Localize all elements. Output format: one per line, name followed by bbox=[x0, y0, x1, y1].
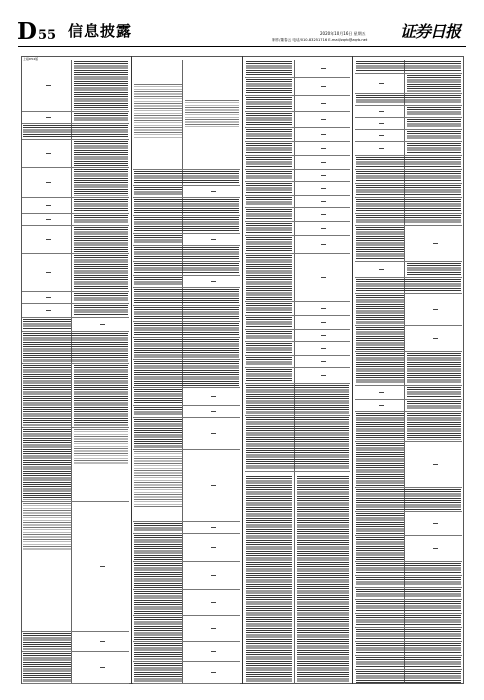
cell-text bbox=[407, 119, 461, 128]
table-row bbox=[245, 356, 350, 368]
cell-value bbox=[211, 575, 216, 577]
cell-text bbox=[134, 323, 239, 336]
cell-text bbox=[134, 289, 239, 304]
page-letter: D bbox=[17, 18, 37, 45]
cell-text bbox=[23, 633, 71, 650]
table-row bbox=[245, 472, 350, 684]
cell-text bbox=[134, 187, 182, 196]
table-row bbox=[355, 352, 462, 386]
table-row bbox=[133, 406, 240, 418]
column-2 bbox=[133, 56, 240, 684]
table-row bbox=[355, 386, 462, 400]
cell-text bbox=[185, 100, 239, 129]
cell-text bbox=[356, 295, 404, 324]
table-row bbox=[22, 140, 129, 168]
cell-value bbox=[379, 269, 384, 271]
cell-text bbox=[356, 95, 461, 104]
table-row bbox=[133, 360, 240, 388]
cell-text bbox=[407, 131, 461, 140]
cell-value bbox=[433, 523, 438, 525]
cell-text bbox=[134, 523, 182, 532]
page-header bbox=[0, 0, 484, 48]
table-row bbox=[133, 522, 240, 534]
table-row bbox=[133, 338, 240, 360]
cell-text bbox=[134, 307, 239, 320]
table-row bbox=[133, 590, 240, 616]
cell-text bbox=[134, 407, 182, 416]
cell-value bbox=[211, 602, 216, 604]
column-separator bbox=[242, 56, 243, 684]
cell-text bbox=[23, 125, 128, 138]
table-row bbox=[245, 96, 350, 112]
cell-value bbox=[211, 527, 216, 529]
table-row bbox=[22, 124, 129, 140]
cell-text bbox=[74, 169, 128, 196]
editor-line: 制作/董春云 电话/010-83251716 E-mail/zqrb@zqrb.net bbox=[272, 38, 368, 42]
cell-value bbox=[211, 651, 216, 653]
cell-text bbox=[74, 255, 128, 290]
cell-value bbox=[46, 182, 51, 184]
cell-text bbox=[246, 255, 292, 300]
table-row bbox=[355, 488, 462, 512]
cell-value bbox=[46, 219, 51, 221]
cell-value bbox=[321, 148, 326, 150]
cell-text bbox=[246, 303, 292, 314]
cell-value bbox=[321, 103, 326, 105]
header-rule bbox=[18, 46, 466, 47]
cell-text bbox=[356, 413, 404, 440]
table-row bbox=[245, 156, 350, 170]
cell-value bbox=[321, 228, 326, 230]
cell-text bbox=[356, 171, 461, 182]
cell-text bbox=[23, 333, 128, 362]
table-row bbox=[22, 502, 129, 632]
table-row bbox=[133, 276, 240, 288]
cell-text bbox=[407, 387, 461, 398]
table-row bbox=[22, 652, 129, 684]
table-row bbox=[355, 198, 462, 214]
cell-value bbox=[211, 547, 216, 549]
table-row bbox=[133, 170, 240, 186]
table-row bbox=[355, 536, 462, 562]
table-row bbox=[355, 118, 462, 130]
table-row bbox=[22, 364, 129, 428]
cell-text bbox=[356, 589, 461, 598]
cell-text bbox=[246, 385, 349, 414]
table-row bbox=[355, 94, 462, 106]
cell-value bbox=[211, 396, 216, 398]
cell-value bbox=[379, 123, 384, 125]
column-1 bbox=[22, 56, 129, 684]
cell-value bbox=[321, 86, 326, 88]
cell-text bbox=[246, 97, 292, 110]
table-row bbox=[355, 278, 462, 294]
cell-value bbox=[211, 672, 216, 674]
cell-value bbox=[321, 175, 326, 177]
table-row bbox=[355, 576, 462, 588]
cell-text bbox=[356, 227, 404, 260]
cell-value bbox=[321, 277, 326, 279]
cell-value bbox=[433, 338, 438, 340]
table-row bbox=[133, 534, 240, 562]
cell-value bbox=[321, 119, 326, 121]
cell-text bbox=[407, 353, 461, 384]
cell-text bbox=[74, 141, 128, 166]
cell-value bbox=[379, 135, 384, 137]
cell-text bbox=[246, 171, 292, 180]
cell-value bbox=[379, 83, 384, 85]
table-row bbox=[133, 306, 240, 322]
table-row bbox=[22, 318, 129, 332]
cell-text bbox=[134, 277, 182, 286]
table-row bbox=[355, 670, 462, 684]
cell-text bbox=[356, 215, 461, 224]
cell-value bbox=[46, 205, 51, 207]
cell-value bbox=[211, 281, 216, 283]
table-row bbox=[355, 60, 462, 74]
table-row bbox=[355, 156, 462, 170]
cell-text bbox=[246, 113, 292, 126]
cell-text bbox=[246, 317, 292, 328]
cell-text bbox=[134, 663, 182, 682]
cell-value bbox=[46, 85, 51, 87]
cell-text bbox=[246, 157, 292, 168]
table-row bbox=[355, 412, 462, 442]
table-row bbox=[22, 254, 129, 292]
cell-text bbox=[134, 563, 182, 588]
cell-text bbox=[356, 353, 404, 384]
cell-text bbox=[356, 61, 461, 72]
cell-text bbox=[356, 279, 461, 292]
table-row bbox=[355, 326, 462, 352]
cell-text bbox=[134, 339, 239, 358]
cell-text bbox=[134, 171, 239, 184]
table-row bbox=[22, 214, 129, 226]
table-row bbox=[355, 226, 462, 262]
table-row bbox=[133, 186, 240, 198]
table-row bbox=[355, 106, 462, 118]
cell-value bbox=[379, 392, 384, 394]
cell-value bbox=[46, 297, 51, 299]
page-number bbox=[17, 20, 56, 43]
cell-text bbox=[297, 476, 349, 683]
column-heading: 上接D54版 bbox=[23, 57, 39, 61]
cell-text bbox=[356, 577, 461, 586]
cell-text bbox=[246, 343, 292, 354]
cell-text bbox=[134, 451, 182, 507]
table-row bbox=[22, 632, 129, 652]
cell-value bbox=[211, 485, 216, 487]
cell-text bbox=[246, 331, 292, 340]
cell-text bbox=[74, 293, 128, 302]
cell-text bbox=[356, 563, 461, 574]
cell-text bbox=[356, 601, 461, 612]
table-row bbox=[245, 254, 350, 302]
cell-text bbox=[356, 537, 404, 560]
column-4 bbox=[355, 56, 462, 684]
cell-text bbox=[356, 157, 461, 168]
cell-value bbox=[321, 375, 326, 377]
cell-text bbox=[74, 429, 128, 465]
cell-value bbox=[433, 243, 438, 245]
table-row bbox=[355, 294, 462, 326]
table-row bbox=[355, 74, 462, 94]
table-row bbox=[355, 512, 462, 536]
cell-value bbox=[321, 335, 326, 337]
cell-text bbox=[356, 443, 404, 486]
cell-value bbox=[321, 188, 326, 190]
table-row bbox=[133, 642, 240, 662]
column-separator bbox=[352, 56, 353, 684]
table-row bbox=[355, 614, 462, 628]
cell-value bbox=[46, 239, 51, 241]
cell-value bbox=[321, 214, 326, 216]
table-row bbox=[133, 616, 240, 642]
cell-text bbox=[246, 79, 292, 94]
cell-text bbox=[134, 84, 182, 139]
cell-value bbox=[211, 191, 216, 193]
cell-text bbox=[356, 629, 461, 640]
cell-value bbox=[211, 239, 216, 241]
cell-text bbox=[356, 199, 461, 212]
table-row bbox=[133, 262, 240, 276]
cell-text bbox=[356, 327, 404, 350]
cell-value bbox=[433, 464, 438, 466]
cell-value bbox=[100, 566, 105, 568]
cell-text bbox=[356, 489, 461, 510]
table-row bbox=[133, 388, 240, 406]
table-row bbox=[355, 170, 462, 184]
table-row bbox=[245, 316, 350, 330]
table-row bbox=[133, 216, 240, 234]
table-row bbox=[245, 196, 350, 208]
cell-text bbox=[246, 357, 292, 366]
table-row bbox=[355, 130, 462, 142]
cell-value bbox=[100, 641, 105, 643]
cell-text bbox=[134, 617, 182, 640]
column-3 bbox=[245, 56, 350, 684]
cell-text bbox=[246, 143, 292, 154]
newspaper-logo: 证券日报 bbox=[400, 22, 461, 41]
cell-text bbox=[74, 113, 128, 122]
cell-value bbox=[46, 153, 51, 155]
cell-text bbox=[74, 61, 128, 110]
table-row bbox=[245, 142, 350, 156]
table-row bbox=[355, 656, 462, 670]
date-line: 2020年10月16日 星期五 bbox=[320, 31, 366, 36]
column-separator bbox=[131, 56, 132, 684]
table-row bbox=[133, 60, 240, 170]
cell-text bbox=[134, 247, 239, 260]
cell-text bbox=[134, 389, 182, 404]
cell-text bbox=[356, 657, 461, 668]
cell-text bbox=[407, 413, 461, 440]
table-row bbox=[355, 562, 462, 576]
table-row bbox=[133, 322, 240, 338]
table-row bbox=[22, 332, 129, 364]
cell-text bbox=[246, 61, 292, 76]
cell-text bbox=[356, 513, 404, 534]
table-row bbox=[133, 450, 240, 522]
cell-value bbox=[46, 310, 51, 312]
cell-text bbox=[356, 671, 461, 683]
table-row bbox=[22, 304, 129, 318]
cell-text bbox=[246, 237, 292, 252]
page-number-digits: 55 bbox=[37, 28, 57, 43]
table-row bbox=[133, 246, 240, 262]
cell-text bbox=[134, 535, 182, 560]
table-row bbox=[133, 198, 240, 216]
cell-text bbox=[74, 215, 128, 224]
cell-text bbox=[134, 643, 182, 660]
cell-value bbox=[46, 272, 51, 274]
table-row bbox=[245, 330, 350, 342]
table-row bbox=[355, 442, 462, 488]
cell-text bbox=[407, 401, 461, 410]
cell-text bbox=[407, 75, 461, 92]
cell-value bbox=[321, 308, 326, 310]
table-row bbox=[355, 600, 462, 614]
cell-value bbox=[379, 405, 384, 407]
cell-text bbox=[23, 653, 71, 682]
cell-text bbox=[407, 107, 461, 116]
table-row bbox=[133, 662, 240, 684]
cell-value bbox=[321, 201, 326, 203]
cell-text bbox=[23, 429, 71, 500]
cell-value bbox=[321, 361, 326, 363]
cell-value bbox=[321, 244, 326, 246]
table-row bbox=[22, 428, 129, 502]
cell-text bbox=[134, 217, 239, 232]
cell-text bbox=[356, 185, 461, 196]
cell-text bbox=[356, 615, 461, 626]
table-row bbox=[355, 142, 462, 156]
cell-text bbox=[134, 361, 239, 386]
cell-value bbox=[321, 162, 326, 164]
cell-value bbox=[100, 667, 105, 669]
table-row bbox=[355, 400, 462, 412]
table-row bbox=[355, 214, 462, 226]
table-row bbox=[245, 208, 350, 222]
table-row bbox=[22, 226, 129, 254]
cell-value bbox=[100, 324, 105, 326]
cell-text bbox=[134, 591, 182, 614]
cell-value bbox=[321, 322, 326, 324]
table-row bbox=[245, 342, 350, 356]
cell-value bbox=[321, 348, 326, 350]
table-row bbox=[22, 198, 129, 214]
cell-text bbox=[74, 365, 128, 426]
table-row bbox=[245, 384, 350, 416]
cell-value bbox=[211, 628, 216, 630]
cell-text bbox=[246, 417, 349, 470]
cell-text bbox=[23, 503, 71, 551]
table-row bbox=[355, 588, 462, 600]
cell-text bbox=[407, 263, 461, 276]
cell-text bbox=[246, 369, 292, 382]
table-row bbox=[355, 642, 462, 656]
table-row bbox=[22, 168, 129, 198]
cell-value bbox=[211, 433, 216, 435]
cell-text bbox=[23, 365, 71, 426]
cell-value bbox=[379, 148, 384, 150]
table-row bbox=[355, 628, 462, 642]
cell-text bbox=[246, 209, 292, 220]
table-row bbox=[245, 236, 350, 254]
cell-value bbox=[433, 309, 438, 311]
table-row bbox=[245, 222, 350, 236]
cell-text bbox=[134, 199, 239, 214]
cell-value bbox=[321, 68, 326, 70]
section-title: 信息披露 bbox=[68, 22, 133, 40]
cell-text bbox=[134, 263, 239, 274]
cell-text bbox=[134, 419, 182, 448]
cell-text bbox=[74, 199, 128, 212]
table-row bbox=[245, 170, 350, 182]
table-row bbox=[133, 418, 240, 450]
cell-text bbox=[246, 223, 292, 234]
cell-text bbox=[246, 476, 292, 683]
cell-text bbox=[246, 197, 292, 206]
cell-text bbox=[356, 643, 461, 654]
table-row bbox=[133, 288, 240, 306]
cell-value bbox=[211, 411, 216, 413]
cell-text bbox=[74, 305, 128, 316]
table-row bbox=[355, 262, 462, 278]
table-row bbox=[245, 182, 350, 196]
table-row bbox=[355, 184, 462, 198]
table-row bbox=[133, 562, 240, 590]
table-row bbox=[245, 78, 350, 96]
cell-text bbox=[74, 227, 128, 252]
cell-text bbox=[134, 235, 182, 244]
cell-text bbox=[23, 319, 71, 330]
table-row bbox=[22, 112, 129, 124]
cell-text bbox=[246, 129, 292, 140]
cell-text bbox=[246, 183, 292, 194]
table-row bbox=[133, 234, 240, 246]
cell-value bbox=[46, 117, 51, 119]
table-row bbox=[245, 416, 350, 472]
table-row bbox=[245, 60, 350, 78]
cell-text bbox=[407, 143, 461, 154]
cell-value bbox=[321, 134, 326, 136]
table-row bbox=[245, 368, 350, 384]
cell-value bbox=[379, 111, 384, 113]
cell-value bbox=[433, 548, 438, 550]
table-row bbox=[245, 112, 350, 128]
table-row bbox=[22, 292, 129, 304]
table-row bbox=[245, 302, 350, 316]
table-row bbox=[245, 128, 350, 142]
